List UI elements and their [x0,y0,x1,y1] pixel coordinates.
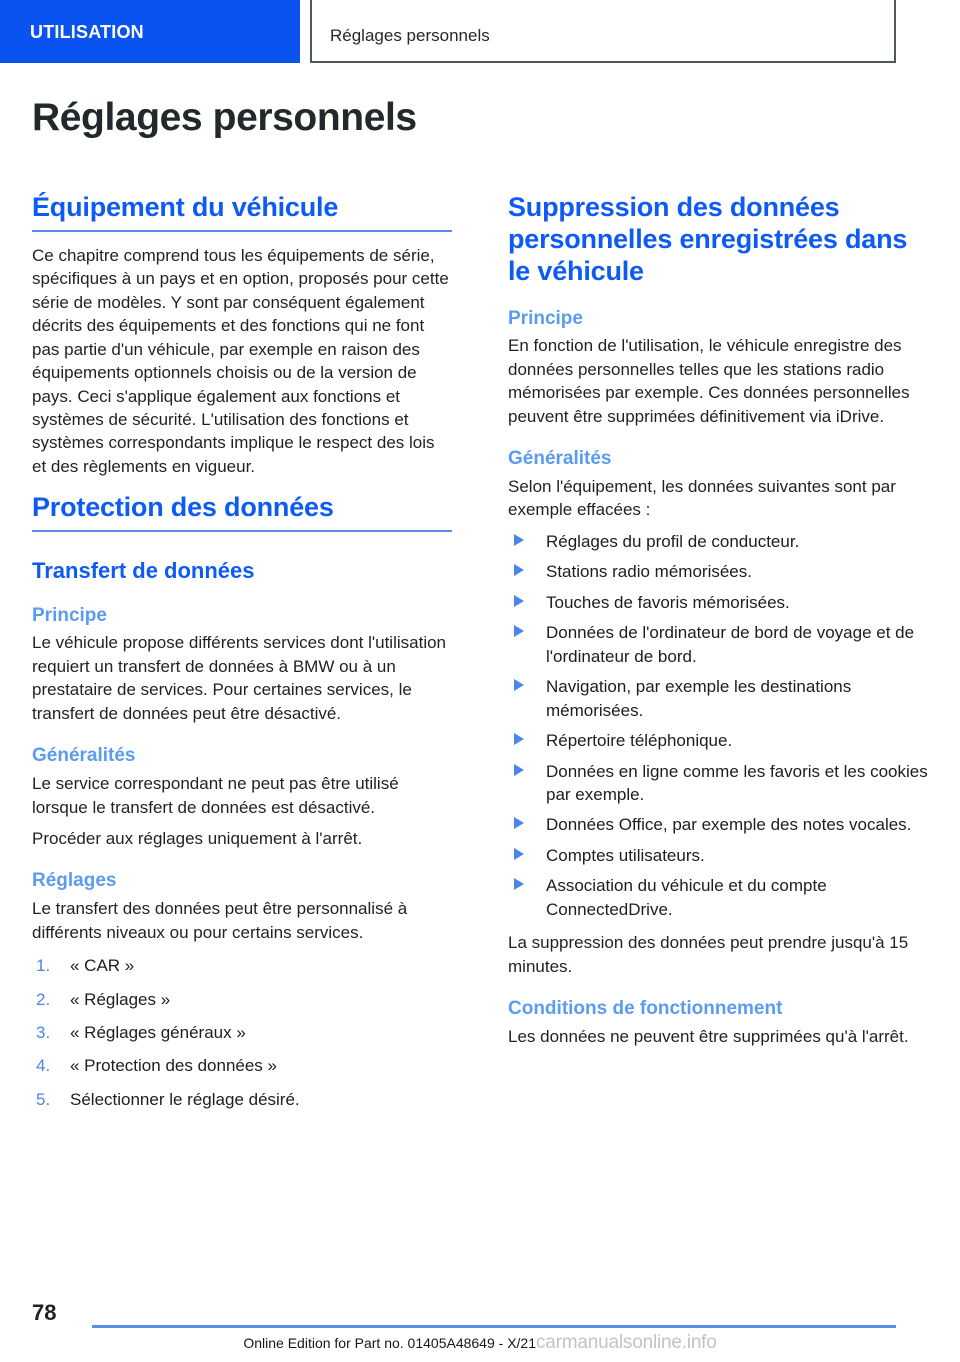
procedure-step-number: 4. [36,1056,51,1076]
heading-principe-right: Principe [508,307,583,329]
triangle-bullet-icon [514,878,524,890]
procedure-step-label: « Protection des données » [70,1056,277,1076]
content-columns [32,192,928,1121]
paragraph-suppression-duree: La suppression des données peut prendre jusqu'à 15 minutes. [508,933,909,976]
procedure-step [32,954,452,977]
procedure-step-label: Sélectionner le réglage désiré. [70,1089,300,1109]
heading-generalites-left: Généralités [32,745,136,767]
procedure-step-number: 3. [36,1023,51,1043]
triangle-bullet-icon [514,733,524,745]
heading-protection-des-donnees: Protection des données [32,492,452,532]
list-item-label: Association du véhicule et du compte ConnectedDrive. [546,876,827,919]
paragraph-generalites-left-1: Le service correspondant ne peut pas être utilisé lorsque le transfert de données est désactivé. [32,774,399,817]
list-item [508,530,928,553]
paragraph-reglages-left: Le transfert des données peut être personnalisé à différents niveaux ou pour certains services. [32,899,408,942]
paragraph-generalites-left-2: Procéder aux réglages uniquement à l'arrêt. [32,828,363,848]
breadcrumb: Réglages personnels [330,26,490,45]
header-breadcrumb-box [310,0,896,63]
list-item [508,591,928,614]
paragraph-principe-right: En fonction de l'utilisation, le véhicule enregistre des données personnelles telles que les stations radio mémorisées par exemple. Ces données personnelles peuvent être supprimées définitivement via iDrive. [508,336,910,426]
paragraph-conditions-text: Les données ne peuvent être supprimées qu'à l'arrêt. [508,1026,909,1046]
procedure-step-list [32,954,452,1111]
procedure-step-number: 2. [36,989,51,1009]
deleted-data-bullet-list [508,530,928,921]
list-item-label: Répertoire téléphonique. [546,731,733,751]
heading-reglages-left: Réglages [32,870,117,892]
paragraph-equipement-intro: Ce chapitre comprend tous les équipements de série, spécifiques à un pays et en option, proposés pour cette série de modèles. Y sont par conséquent également décrits des équipements et des fonctions qui ne font pas partie d'un véhicule, par exemple en raison des équipements optionnels choisis ou de la version de pays. Ceci s'applique également aux fonctions et systèmes de sécurité. L'utilisation des fonctions et systèmes correspondants implique le respect des lois et des règlements en vigueur. [32,245,449,476]
page-number: 78 [32,1300,57,1325]
heading-principe-left: Principe [32,604,107,626]
page-footer [0,1292,960,1362]
procedure-step [32,1088,452,1111]
list-item-label: Données Office, par exemple des notes vocales. [546,815,912,835]
list-item-label: Réglages du profil de conducteur. [546,531,800,551]
heading-transfert-de-donnees: Transfert de données [32,558,255,584]
header-section-tab [0,0,300,63]
list-item [508,874,928,921]
triangle-bullet-icon [514,679,524,691]
heading-generalites-right: Généralités [508,448,612,470]
heading-conditions-de-fonctionnement: Conditions de fonctionnement [508,998,783,1020]
paragraph-principe-left: Le véhicule propose différents services dont l'utilisation requiert un transfert de données à BMW ou à un prestataire de services. Pour certaines services, le transfert de données peut être désactivé. [32,633,447,723]
procedure-step-number: 1. [36,956,51,976]
header-section-tab-label: UTILISATION [30,22,144,42]
list-item [508,760,928,807]
procedure-step-label: « Réglages » [70,989,171,1009]
list-item-label: Données de l'ordinateur de bord de voyage et de l'ordinateur de bord. [546,623,915,666]
footer-watermark: carmanualsonline.info [536,1332,717,1353]
list-item [508,560,928,583]
heading-equipement-du-vehicule: Équipement du véhicule [32,192,452,232]
right-column [508,192,928,1121]
procedure-step-label: « Réglages généraux » [70,1023,246,1043]
paragraph-generalites-right-intro: Selon l'équipement, les données suivantes sont par exemple effacées : [508,476,896,520]
list-item-label: Données en ligne comme les favoris et les cookies par exemple. [546,761,928,804]
list-item-label: Comptes utilisateurs. [546,845,705,865]
list-item-label: Navigation, par exemple les destinations mémorisées. [546,677,852,720]
procedure-step [32,1021,452,1044]
procedure-step [32,1054,452,1077]
triangle-bullet-icon [514,534,524,546]
triangle-bullet-icon [514,564,524,576]
triangle-bullet-icon [514,817,524,829]
triangle-bullet-icon [514,595,524,607]
left-column [32,192,452,1121]
triangle-bullet-icon [514,848,524,860]
list-item [508,844,928,867]
procedure-step-label: « CAR » [70,956,135,976]
list-item-label: Touches de favoris mémorisées. [546,592,790,612]
list-item [508,621,928,668]
footer-edition-note [0,1332,960,1354]
page-header [0,0,960,64]
footer-divider [92,1325,896,1328]
triangle-bullet-icon [514,764,524,776]
list-item [508,675,928,722]
page-title: Réglages personnels [32,96,417,139]
triangle-bullet-icon [514,625,524,637]
list-item [508,729,928,752]
list-item-label: Stations radio mémorisées. [546,562,752,582]
list-item [508,813,928,836]
procedure-step [32,988,452,1011]
procedure-step-number: 5. [36,1089,51,1109]
footer-edition-text: Online Edition for Part no. 01405A48649 - X/21 [243,1335,536,1351]
heading-suppression-des-donnees: Suppression des données personnelles enregistrées dans le véhicule [508,192,908,286]
